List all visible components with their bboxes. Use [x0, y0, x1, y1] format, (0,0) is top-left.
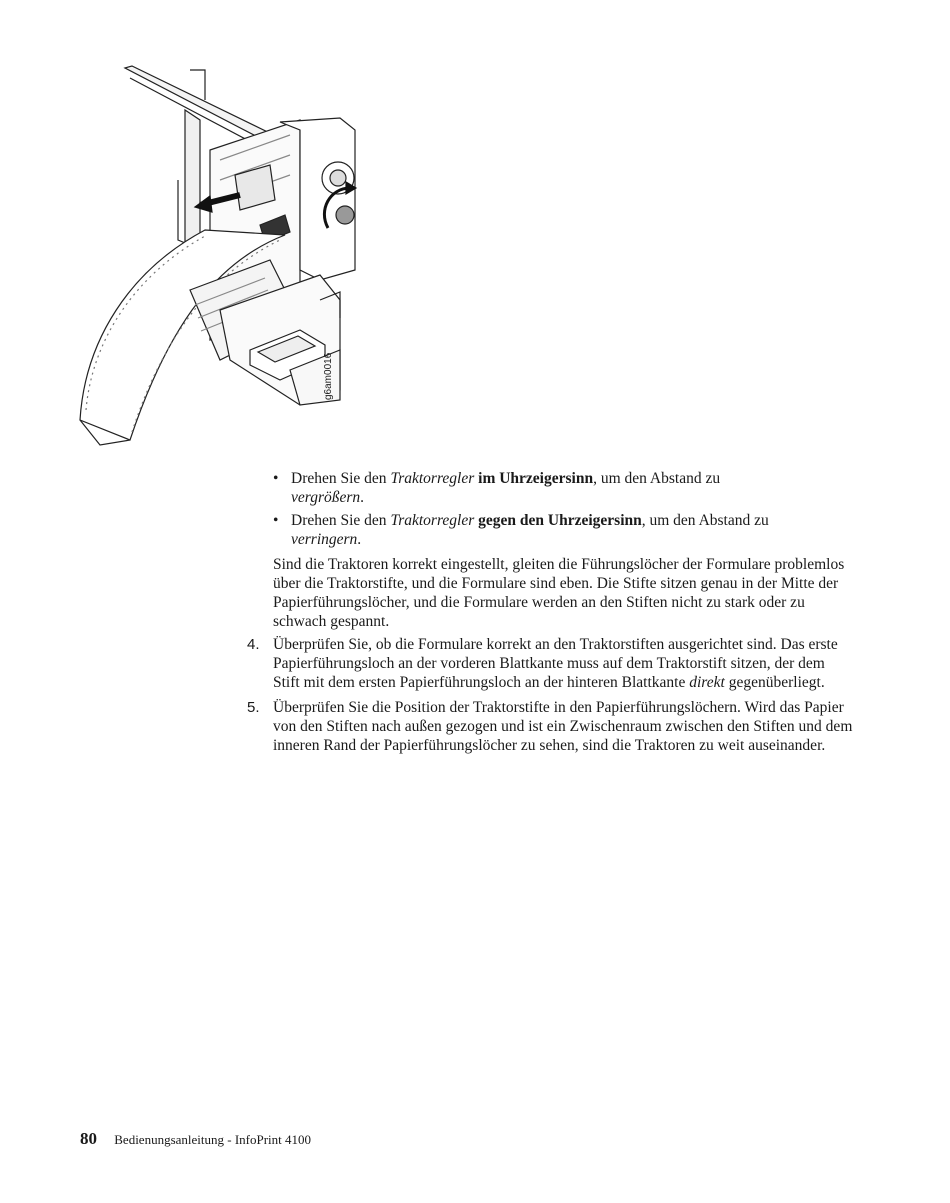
page-number: 80	[80, 1129, 97, 1148]
printer-tractor-illustration	[70, 60, 360, 460]
page-footer	[80, 1129, 311, 1149]
bullet-item: • Drehen Sie den Traktorregler gegen den Uhrzeigersinn, um den Abstand zu verringern.	[273, 512, 769, 548]
body-text	[247, 469, 853, 755]
bullet-mark: •	[273, 470, 279, 487]
figure-id-label: g6am0016	[323, 352, 334, 400]
bullet-mark: •	[273, 512, 279, 529]
document-title: Bedienungsanleitung - InfoPrint 4100	[114, 1132, 312, 1147]
step-number: 5.	[247, 699, 260, 716]
step-5: 5. Überprüfen Sie die Position der Traktorstifte in den Papierführungslöchern. Wird das Papier von den Stiften nach außen gezogen und ist ein Zwischenraum zwischen den Stiften und dem inneren Rand der Papierführungslöcher zu sehen, sind die Traktoren zu weit auseinander.	[247, 699, 853, 754]
bullet-item: • Drehen Sie den Traktorregler im Uhrzeigersinn, um den Abstand zu vergrößern.	[273, 470, 721, 506]
explanation-paragraph: Sind die Traktoren korrekt eingestellt, gleiten die Führungslöcher der Formulare problemlos über die Traktorstifte, und die Formulare sind eben. Die Stifte sitzen genau in der Mitte der Papierführungslöcher, und die Formulare werden an den Stiften nicht zu stark oder zu schwach gespannt.	[273, 556, 845, 630]
step-4: 4. Überprüfen Sie, ob die Formulare korrekt an den Traktorstiften ausgerichtet sind. Das erste Papierführungsloch an der vorderen Blattkante muss auf dem Traktorstift sitzen, der dem Stift mit dem ersten Papierführungsloch an der hinteren Blattkante direkt gegenüberliegt.	[247, 636, 838, 691]
step-number: 4.	[247, 636, 260, 653]
